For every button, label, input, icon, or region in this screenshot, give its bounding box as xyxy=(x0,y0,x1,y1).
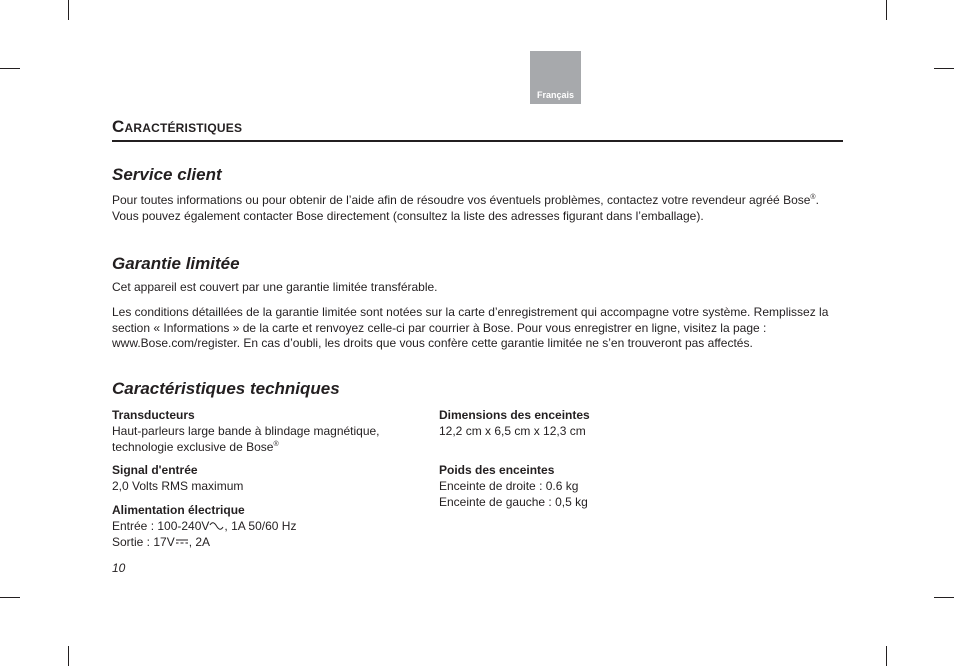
spec-value: 12,2 cm x 6,5 cm x 12,3 cm xyxy=(439,424,586,438)
crop-mark xyxy=(934,597,954,598)
garantie-text-1: Cet appareil est couvert par une garantie limitée transférable. xyxy=(112,280,438,294)
spec-signal xyxy=(112,462,243,494)
page-number: 10 xyxy=(112,561,126,575)
service-client-text: Pour toutes informations ou pour obtenir de l’aide afin de résoudre vos éventuels problèmes, contactez votre revendeur agréé Bose®. Vous pouvez également contacter Bose directement (consultez la liste des adresses figurant dans l’emballage). xyxy=(112,193,819,223)
title-divider xyxy=(112,140,843,142)
spec-label: Dimensions des enceintes xyxy=(439,408,590,422)
crop-mark xyxy=(934,68,954,69)
spec-alimentation xyxy=(112,502,296,550)
registered-mark: ® xyxy=(810,194,816,201)
spec-value: 2,0 Volts RMS maximum xyxy=(112,479,244,493)
heading-garantie: Garantie limitée xyxy=(112,254,240,273)
ac-symbol-icon xyxy=(209,521,224,531)
spec-label: Transducteurs xyxy=(112,408,195,422)
spec-poids xyxy=(439,462,588,510)
heading-service-client: Service client xyxy=(112,165,222,184)
spec-value: Sortie : 17V , 2A xyxy=(112,535,211,549)
crop-mark xyxy=(0,68,20,69)
crop-mark xyxy=(886,0,887,20)
crop-mark xyxy=(68,0,69,20)
spec-label: Signal d'entrée xyxy=(112,463,198,477)
spec-dimensions xyxy=(439,407,590,439)
spec-label: Poids des enceintes xyxy=(439,463,555,477)
crop-mark xyxy=(68,646,69,666)
spec-value: Haut-parleurs large bande à blindage magnétique, xyxy=(112,424,380,438)
spec-value: technologie exclusive de Bose® xyxy=(112,440,279,454)
language-tab: Français xyxy=(530,51,581,104)
registered-mark: ® xyxy=(273,441,279,448)
heading-caracteristiques-techniques: Caractéristiques techniques xyxy=(112,379,340,398)
spec-value: Enceinte de droite : 0.6 kg xyxy=(439,479,579,493)
spec-label: Alimentation électrique xyxy=(112,503,245,517)
spec-transducteurs xyxy=(112,407,380,455)
spec-value: Enceinte de gauche : 0,5 kg xyxy=(439,495,588,509)
page-title: Caractéristiques xyxy=(112,117,243,136)
dc-symbol-icon xyxy=(175,536,189,546)
spec-value: Entrée : 100-240V , 1A 50/60 Hz xyxy=(112,519,297,533)
garantie-text-2: Les conditions détaillées de la garantie limitée sont notées sur la carte d’enregistrement qui accompagne votre système. Remplissez la section « Informations » de la carte et renvoyez celle-ci par courrier à Bose. Pour vous enregistrer en ligne, visitez la page : www.Bose.com/register. En cas d’oubli, les droits que vous confère cette garantie limitée ne s’en trouveront pas affectés. xyxy=(112,305,829,350)
crop-mark xyxy=(0,597,20,598)
crop-mark xyxy=(886,646,887,666)
